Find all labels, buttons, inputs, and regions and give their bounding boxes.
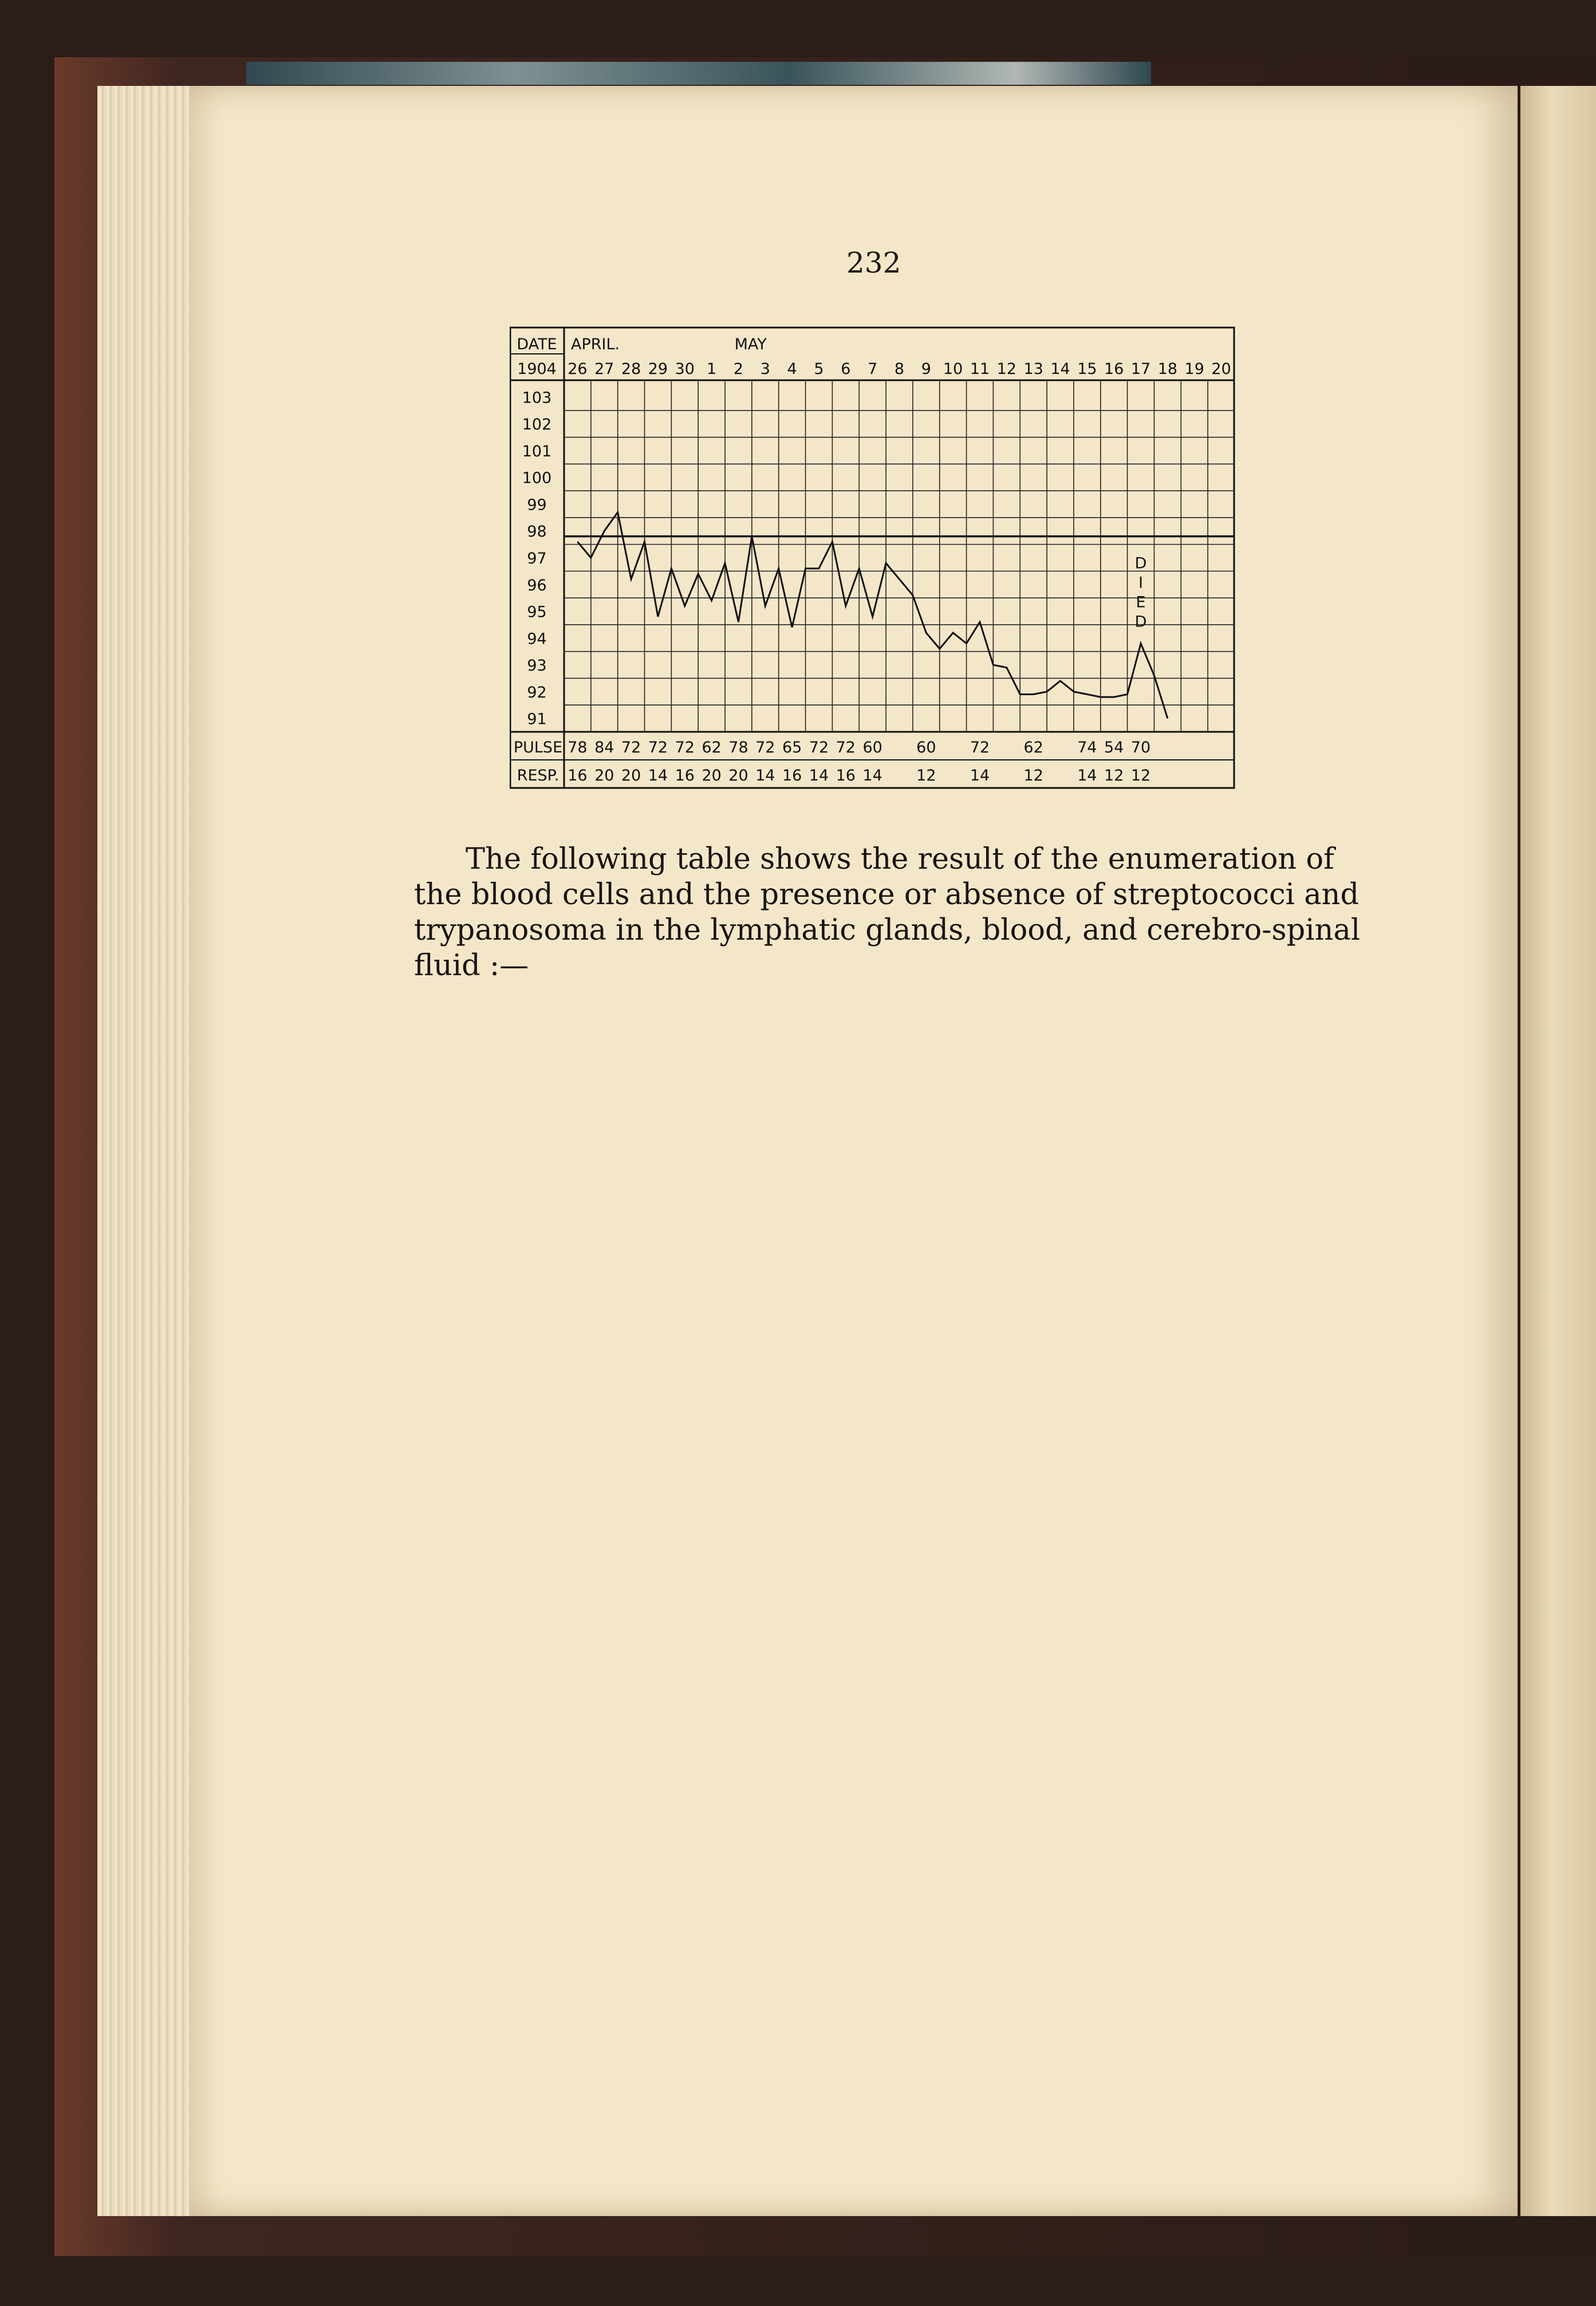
pulse-value: 65 xyxy=(782,739,802,756)
resp-value: 14 xyxy=(862,767,882,785)
died-label-letter: . xyxy=(1138,632,1144,651)
temperature-tick-label: 95 xyxy=(527,603,547,621)
resp-value: 14 xyxy=(755,767,775,785)
date-tick-label: 7 xyxy=(868,360,878,378)
pulse-value: 74 xyxy=(1077,739,1097,756)
resp-value: 14 xyxy=(970,767,990,785)
date-tick-label: 20 xyxy=(1211,360,1231,378)
pulse-value: 72 xyxy=(809,739,829,756)
resp-label: RESP. xyxy=(517,767,559,785)
resp-value: 12 xyxy=(1104,767,1124,785)
date-tick-label: 9 xyxy=(921,360,931,378)
date-tick-label: 19 xyxy=(1184,360,1204,378)
date-tick-label: 2 xyxy=(733,360,744,378)
resp-value: 12 xyxy=(916,767,936,785)
cover-marbled-strip xyxy=(246,62,1151,85)
died-label-letter: D xyxy=(1134,554,1147,573)
date-tick-label: 29 xyxy=(648,360,668,378)
resp-value: 20 xyxy=(702,767,722,785)
date-tick-label: 13 xyxy=(1023,360,1043,378)
facing-page-edge xyxy=(1520,86,1596,2216)
pulse-value: 72 xyxy=(836,739,856,756)
date-tick-label: 8 xyxy=(894,360,905,378)
pulse-value: 72 xyxy=(755,739,775,756)
resp-value: 16 xyxy=(782,767,802,785)
pulse-value: 62 xyxy=(1023,739,1043,756)
died-label-letter: D xyxy=(1134,613,1147,631)
date-tick-label: 6 xyxy=(841,360,851,378)
pulse-value: 72 xyxy=(621,739,641,756)
pulse-value: 62 xyxy=(702,739,722,756)
pulse-value: 72 xyxy=(648,739,668,756)
date-tick-label: 1 xyxy=(707,360,717,378)
resp-value: 14 xyxy=(1077,767,1097,785)
pulse-label: PULSE xyxy=(513,739,563,756)
pulse-value: 72 xyxy=(970,739,990,756)
date-tick-label: 30 xyxy=(675,360,695,378)
temperature-tick-label: 98 xyxy=(527,523,547,541)
resp-value: 20 xyxy=(594,767,614,785)
pulse-value: 70 xyxy=(1130,739,1151,756)
died-label-letter: E xyxy=(1136,593,1146,612)
april-label: APRIL. xyxy=(571,336,620,353)
year-label: 1904 xyxy=(517,360,557,378)
may-label: MAY xyxy=(734,336,767,353)
resp-value: 12 xyxy=(1023,767,1043,785)
temperature-tick-label: 96 xyxy=(527,576,547,594)
paragraph-line: trypanosoma in the lymphatic glands, blood, and cerebro-spinal xyxy=(414,913,1361,947)
date-tick-label: 18 xyxy=(1157,360,1178,378)
date-tick-label: 12 xyxy=(996,360,1017,378)
died-label-letter: I xyxy=(1138,574,1144,592)
pulse-value: 78 xyxy=(568,739,588,756)
paragraph-line: The following table shows the result of the enumeration of xyxy=(466,842,1335,876)
resp-value: 16 xyxy=(568,767,588,785)
page-number: 232 xyxy=(846,246,901,279)
temperature-tick-label: 103 xyxy=(522,389,552,407)
resp-value: 16 xyxy=(836,767,856,785)
resp-value: 20 xyxy=(728,767,748,785)
temperature-tick-label: 102 xyxy=(522,416,552,434)
date-tick-label: 4 xyxy=(787,360,797,378)
temperature-chart-svg xyxy=(510,326,1237,790)
pulse-value: 84 xyxy=(594,739,614,756)
temperature-line xyxy=(577,513,1168,719)
chart-frame xyxy=(510,328,1234,788)
date-tick-label: 17 xyxy=(1130,360,1151,378)
temperature-chart xyxy=(510,326,1237,790)
resp-value: 16 xyxy=(675,767,695,785)
temperature-tick-label: 93 xyxy=(527,657,547,675)
pulse-value: 60 xyxy=(916,739,936,756)
date-label: DATE xyxy=(517,336,557,353)
date-tick-label: 5 xyxy=(814,360,824,378)
temperature-tick-label: 92 xyxy=(527,683,547,701)
date-tick-label: 14 xyxy=(1050,360,1070,378)
pulse-value: 60 xyxy=(862,739,882,756)
date-tick-label: 15 xyxy=(1077,360,1097,378)
temperature-tick-label: 101 xyxy=(522,442,552,460)
paragraph-line: the blood cells and the presence or absence of streptococci and xyxy=(414,878,1359,912)
resp-value: 20 xyxy=(621,767,641,785)
date-tick-label: 11 xyxy=(970,360,990,378)
pulse-value: 54 xyxy=(1104,739,1124,756)
paragraph-line: fluid :— xyxy=(414,949,529,983)
resp-value: 14 xyxy=(809,767,829,785)
date-tick-label: 3 xyxy=(760,360,770,378)
date-tick-label: 16 xyxy=(1104,360,1124,378)
pulse-value: 72 xyxy=(675,739,695,756)
body-paragraph xyxy=(414,842,1361,984)
resp-value: 12 xyxy=(1130,767,1151,785)
temperature-tick-label: 91 xyxy=(527,710,547,728)
temperature-tick-label: 100 xyxy=(522,469,552,487)
resp-value: 14 xyxy=(648,767,668,785)
temperature-tick-label: 99 xyxy=(527,496,547,514)
date-tick-label: 26 xyxy=(568,360,588,378)
temperature-tick-label: 97 xyxy=(527,550,547,567)
date-tick-label: 10 xyxy=(943,360,963,378)
pulse-value: 78 xyxy=(728,739,748,756)
temperature-tick-label: 94 xyxy=(527,630,547,648)
date-tick-label: 27 xyxy=(594,360,614,378)
date-tick-label: 28 xyxy=(621,360,641,378)
